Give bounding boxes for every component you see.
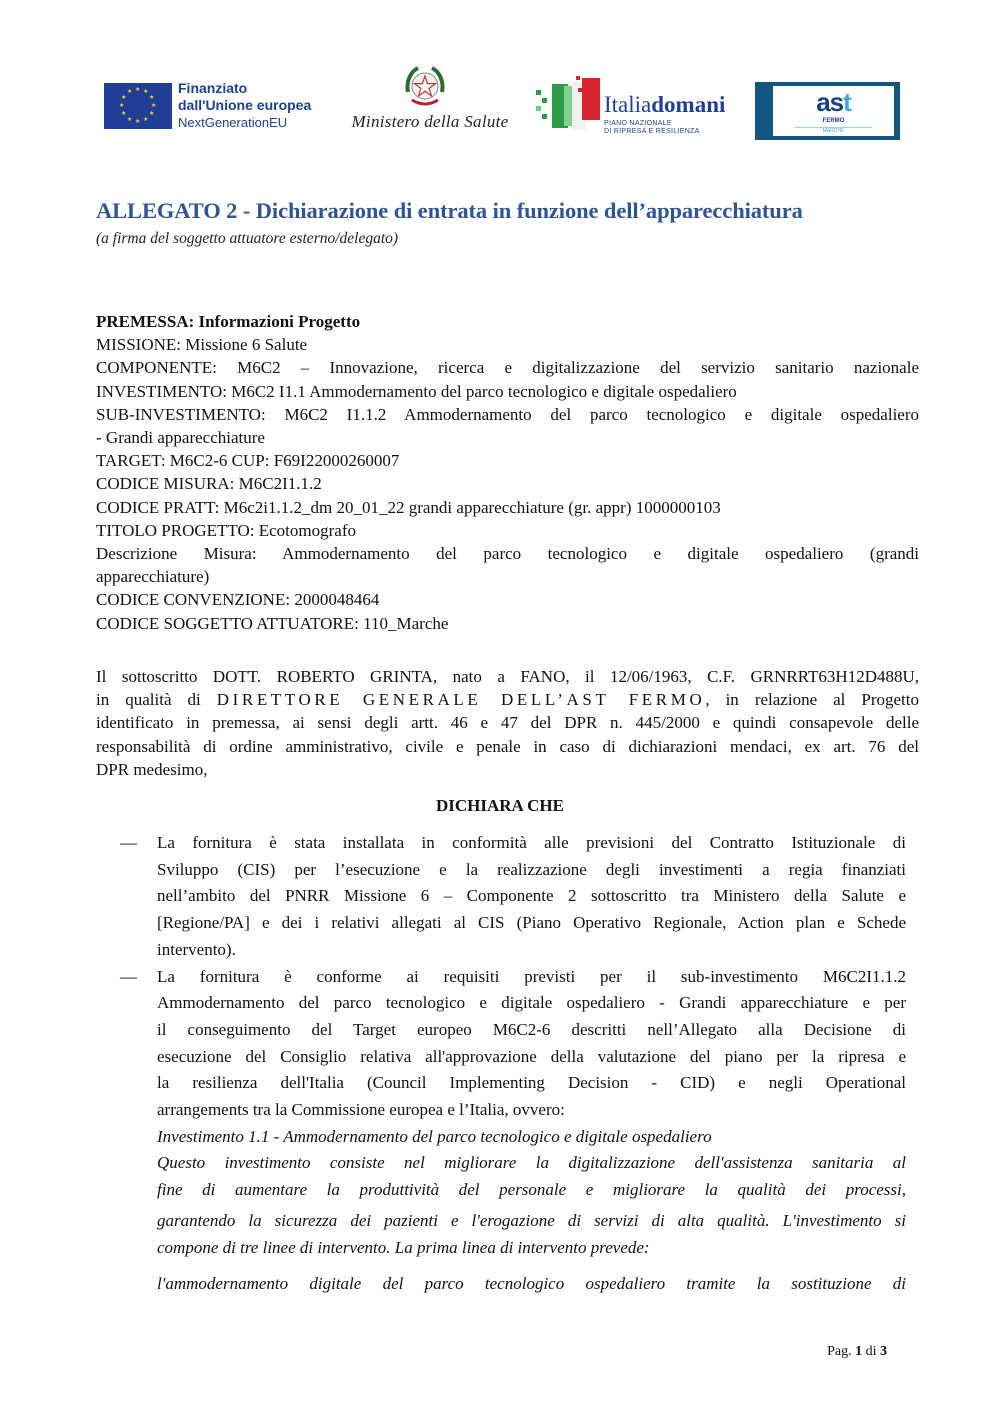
item2-italic-heading: Investimento 1.1 - Ammodernamento del parco tecnologico e digitale ospedaliero [157, 1126, 712, 1146]
ministero-salute-label: Ministero della Salute [351, 112, 509, 131]
italiadomani-word-regular: Italia [604, 92, 652, 117]
item1-line: intervento). [157, 939, 236, 959]
eu-logo-line1: Finanziato [178, 80, 248, 96]
premessa-descrizione-misura-cont: apparecchiature) [96, 567, 210, 587]
ministero-salute-logo [340, 62, 520, 152]
premessa-titolo-progetto: TITOLO PROGETTO: Ecotomografo [96, 520, 356, 540]
italiadomani-logo [528, 76, 733, 138]
item2-italic-line: Questo investimento consiste nel migliorare la digitalizzazione dell'assistenza sanitaria al [157, 1153, 906, 1173]
item2-italic-line: fine di aumentare la produttività del personale e migliorare la qualità dei processi, [157, 1180, 906, 1200]
item2-italic-line: l'ammodernamento digitale del parco tecnologico ospedaliero tramite la sostituzione di [157, 1274, 906, 1294]
declarant-line-2 [96, 688, 919, 711]
dichiara-heading: DICHIARA CHE [436, 796, 564, 815]
premessa-sub-investimento: SUB-INVESTIMENTO: M6C2 I1.1.2 Ammodernamento del parco tecnologico e digitale ospedaliero [96, 404, 919, 424]
item1-line: Sviluppo (CIS) per l’esecuzione e la realizzazione degli investimenti a regia finanziati [157, 859, 906, 879]
item2-line: Ammodernamento del parco tecnologico e digitale ospedaliero - Grandi apparecchiature e per [157, 993, 906, 1013]
italiadomani-word-bold: domani [651, 92, 726, 117]
dash-bullet-icon: — [120, 966, 137, 986]
premessa-codice-misura: CODICE MISURA: M6C2I1.1.2 [96, 474, 322, 494]
premessa-codice-soggetto: CODICE SOGGETTO ATTUATORE: 110_Marche [96, 613, 449, 633]
item2-italic-line: garantendo la sicurezza dei pazienti e l'erogazione di servizi di alta qualità. L'investimento si [157, 1210, 906, 1230]
premessa-codice-convenzione: CODICE CONVENZIONE: 2000048464 [96, 590, 380, 610]
eu-logo-line3: NextGenerationEU [178, 115, 288, 130]
dash-bullet-icon: — [120, 833, 137, 852]
page-prefix: Pag. [827, 1344, 852, 1359]
ast-word: as [816, 87, 844, 117]
item1-line: nell’ambito del PNRR Missione 6 – Componente 2 sottoscritto tra Ministero della Salute e [157, 886, 906, 906]
page-current: 1 [855, 1344, 863, 1359]
premessa-investimento: INVESTIMENTO: M6C2 I1.1 Ammodernamento del parco tecnologico e digitale ospedaliero [96, 381, 737, 401]
premessa-componente: COMPONENTE: M6C2 – Innovazione, ricerca e digitalizzazione del servizio sanitario nazionale [96, 358, 919, 378]
item2-line: esecuzione del Consiglio relativa all'approvazione della valutazione del piano per la ripresa e [157, 1046, 906, 1066]
page-number [780, 1344, 887, 1360]
italiadomani-sub-line2: DI RIPRESA E RESILIENZA [604, 128, 700, 135]
page-total: 3 [880, 1344, 887, 1359]
declarant-line-3: identificato in premessa, ai sensi degli artt. 46 e 47 del DPR n. 445/2000 e quindi consapevole delle [96, 713, 919, 733]
ast-city: FERMO [822, 118, 845, 124]
ast-region: MARCHE [795, 127, 872, 134]
premessa-section [96, 310, 919, 635]
eu-logo-line2: dall'Unione europea [178, 97, 312, 113]
ast-fermo-logo [755, 82, 900, 140]
document-title: ALLEGATO 2 - Dichiarazione di entrata in funzione dell’apparecchiatura [96, 198, 803, 223]
item2-italic-line: compone di tre linee di intervento. La prima linea di intervento prevede: [157, 1237, 650, 1257]
italiadomani-sub-line1: PIANO NAZIONALE [604, 120, 672, 127]
item2-line: La fornitura è conforme ai requisiti previsti per il sub-investimento M6C2I1.1.2 [157, 966, 906, 986]
item2-line: la resilienza dell'Italia (Council Implementing Decision - CID) e negli Operational [157, 1073, 906, 1093]
eu-flag-icon: ★ ★ ★ ★ ★ ★ ★ ★ ★ ★ ★ ★ [104, 83, 172, 129]
dichiara-item-1 [120, 830, 906, 964]
premessa-codice-pratt: CODICE PRATT: M6c2i1.1.2_dm 20_01_22 grandi apparecchiature (gr. appr) 1000000103 [96, 497, 721, 517]
ast-plus-icon: t [843, 87, 851, 117]
item1-line: [Regione/PA] e dei i relativi allegati al CIS (Piano Operativo Regionale, Action plan e Schede [157, 913, 906, 933]
item1-line: La fornitura è stata installata in conformità alle previsioni del Contratto Istituzionale di [157, 833, 906, 852]
item2-line: il conseguimento del Target europeo M6C2-6 descritti nell’Allegato alla Decisione di [157, 1019, 906, 1039]
item2-line: arrangements tra la Commissione europea e l’Italia, ovvero: [157, 1100, 565, 1120]
declarant-role-suffix: , in relazione al Progetto [705, 690, 920, 710]
declarant-line-1: Il sottoscritto DOTT. ROBERTO GRINTA, nato a FANO, il 12/06/1963, C.F. GRNRRT63H12D488U, [96, 667, 919, 686]
declarant-line-5: DPR medesimo, [96, 759, 208, 779]
italian-emblem-icon [402, 64, 448, 110]
declarant-role: DIRETTORE GENERALE DELL’AST FERMO [216, 690, 706, 710]
dichiara-list [120, 830, 906, 1298]
declarant-line-4: responsabilità di ordine amministrativo, civile e penale in caso di dichiarazioni mendaci, ex art. 76 del [96, 736, 919, 756]
premessa-missione: MISSIONE: Missione 6 Salute [96, 335, 308, 355]
document-subtitle: (a firma del soggetto attuatore esterno/delegato) [96, 230, 399, 247]
page-separator: di [865, 1344, 877, 1359]
declarant-role-prefix: in qualità di [96, 690, 201, 710]
premessa-target: TARGET: M6C2-6 CUP: F69I22000260007 [96, 451, 400, 471]
dichiara-item-2 [120, 964, 906, 1298]
premessa-descrizione-misura: Descrizione Misura: Ammodernamento del parco tecnologico e digitale ospedaliero (grandi [96, 544, 919, 564]
premessa-heading: PREMESSA: Informazioni Progetto [96, 312, 361, 331]
premessa-sub-investimento-cont: - Grandi apparecchiature [96, 428, 265, 448]
declarant-paragraph [96, 665, 919, 781]
logo-bar [100, 62, 910, 152]
